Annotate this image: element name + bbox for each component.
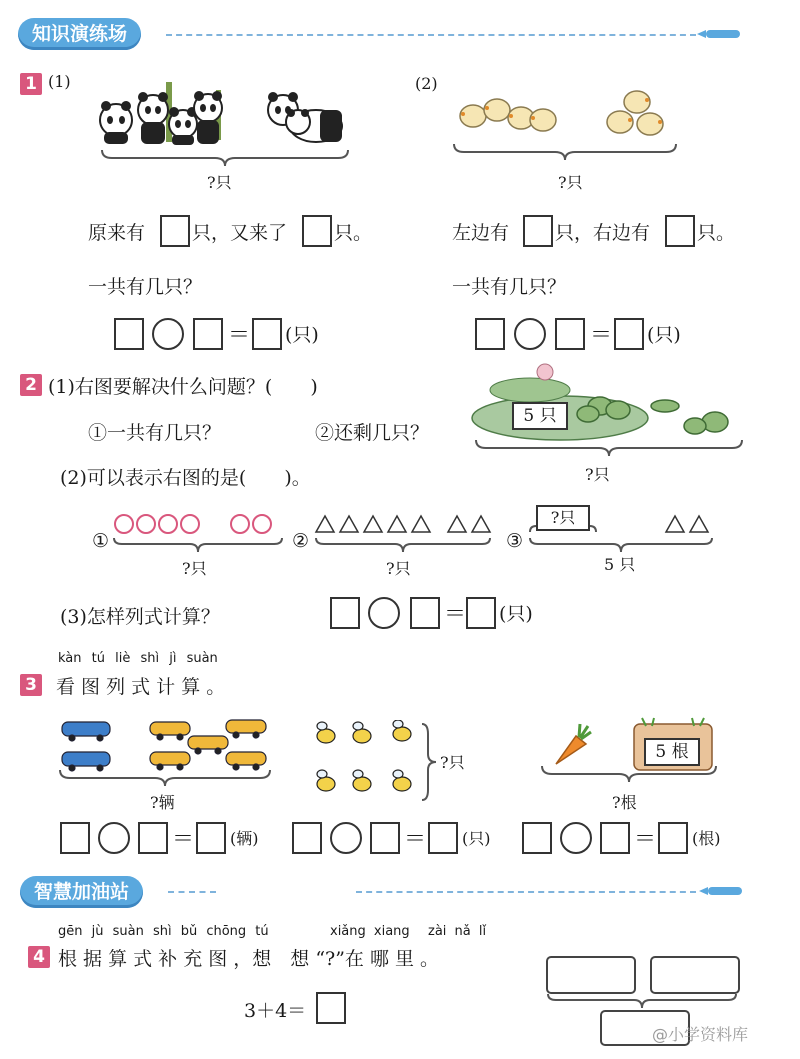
operator-circle[interactable] bbox=[330, 822, 362, 854]
drawing-box-left[interactable] bbox=[546, 956, 636, 994]
chick-group-icon bbox=[455, 88, 675, 140]
answer-box[interactable] bbox=[614, 318, 644, 350]
pencil-icon bbox=[708, 887, 742, 895]
bees-picture bbox=[310, 720, 426, 806]
choice-3-mark[interactable]: ③ bbox=[506, 530, 524, 552]
q2-option2[interactable]: ②还剩几只？ bbox=[315, 422, 430, 444]
brace bbox=[452, 142, 678, 162]
unit-label: (只) bbox=[462, 829, 491, 848]
carrot-count-box: 5 根 bbox=[644, 738, 700, 766]
brace bbox=[540, 764, 718, 784]
triangles-diagram bbox=[314, 512, 494, 536]
operator-circle[interactable] bbox=[98, 822, 130, 854]
answer-box[interactable] bbox=[600, 822, 630, 854]
triangles-diagram bbox=[664, 512, 712, 536]
q2-picture-brace-label: ?只 bbox=[585, 465, 610, 484]
answer-box[interactable] bbox=[658, 822, 688, 854]
answer-box[interactable] bbox=[370, 822, 400, 854]
equals-sign: ＝ bbox=[634, 827, 657, 852]
answer-box[interactable] bbox=[193, 318, 223, 350]
q1-part2-question: 一共有几只？ bbox=[452, 276, 567, 298]
answer-box[interactable] bbox=[330, 597, 360, 629]
equals-sign: ＝ bbox=[404, 827, 427, 852]
q1-part2-sentence-a: 左边有 bbox=[452, 222, 510, 244]
choice-1-brace-label: ?只 bbox=[182, 559, 207, 578]
q3-title: 看 图 列 式 计 算 。 bbox=[56, 676, 226, 698]
q1-part1-question: 一共有几只？ bbox=[88, 276, 203, 298]
answer-box[interactable] bbox=[196, 822, 226, 854]
watermark: @小学资料库 bbox=[652, 1025, 749, 1044]
choice-1-mark[interactable]: ① bbox=[92, 530, 110, 552]
answer-box[interactable] bbox=[466, 597, 496, 629]
q1-part2-brace-label: ?只 bbox=[558, 173, 583, 192]
brace bbox=[420, 722, 438, 802]
question-number-3: 3 bbox=[20, 674, 42, 696]
bees-brace-label: ?只 bbox=[440, 753, 465, 772]
unit-label: (只) bbox=[499, 603, 533, 625]
cars-picture bbox=[58, 714, 272, 774]
answer-box[interactable] bbox=[555, 318, 585, 350]
q1-part1-sentence-b: 只，又来了 bbox=[192, 222, 288, 244]
brace bbox=[546, 992, 738, 1010]
q3-pinyin: kàn tú liè shì jì suàn bbox=[58, 651, 218, 666]
q2-part2: (2)可以表示右图的是( )。 bbox=[60, 467, 311, 489]
carrot-brace-label: ?根 bbox=[612, 793, 637, 812]
brace bbox=[474, 438, 744, 458]
answer-box[interactable] bbox=[302, 215, 332, 247]
frogs-count-box: 5 只 bbox=[512, 402, 568, 430]
divider bbox=[168, 891, 216, 893]
choice-3-brace-label: 5 只 bbox=[604, 555, 636, 574]
answer-box[interactable] bbox=[523, 215, 553, 247]
divider bbox=[356, 891, 696, 893]
q2-part1: (1)右图要解决什么问题？( ) bbox=[48, 376, 318, 398]
brace bbox=[100, 148, 350, 168]
equals-sign: ＝ bbox=[172, 827, 195, 852]
section-banner-practice: 知识演练场 bbox=[18, 18, 141, 50]
choice-2-mark[interactable]: ② bbox=[292, 530, 310, 552]
unit-label: (只) bbox=[285, 324, 319, 346]
operator-circle[interactable] bbox=[560, 822, 592, 854]
equals-sign: ＝ bbox=[590, 323, 613, 348]
equals-sign: ＝ bbox=[228, 323, 251, 348]
panda-group-icon bbox=[98, 80, 348, 152]
answer-box[interactable] bbox=[292, 822, 322, 854]
q4-equation: 3＋4＝ bbox=[244, 1000, 307, 1022]
equals-sign: ＝ bbox=[444, 602, 467, 627]
drawing-box-right[interactable] bbox=[650, 956, 740, 994]
question-number-4: 4 bbox=[28, 946, 50, 968]
cars-brace-label: ?辆 bbox=[150, 793, 175, 812]
q1-part1-sentence-a: 原来有 bbox=[88, 222, 146, 244]
choice-3-box: ?只 bbox=[536, 505, 590, 531]
operator-circle[interactable] bbox=[152, 318, 184, 350]
unit-label: (只) bbox=[647, 324, 681, 346]
q4-pinyin-1: gēn jù suàn shì bǔ chōng tú bbox=[58, 924, 269, 939]
q2-part3: (3)怎样列式计算？ bbox=[60, 606, 220, 628]
q1-part2-label: (2) bbox=[415, 74, 438, 93]
section-banner-wisdom: 智慧加油站 bbox=[20, 876, 143, 908]
circles-diagram bbox=[112, 512, 284, 536]
unit-label: (根) bbox=[692, 829, 721, 848]
answer-box[interactable] bbox=[138, 822, 168, 854]
answer-box[interactable] bbox=[60, 822, 90, 854]
q2-option1[interactable]: ①一共有几只？ bbox=[88, 422, 222, 444]
answer-box[interactable] bbox=[522, 822, 552, 854]
brace bbox=[58, 768, 272, 788]
answer-box[interactable] bbox=[160, 215, 190, 247]
q1-part1-label: (1) bbox=[48, 72, 71, 91]
q4-title: 根 据 算 式 补 充 图 ，想 想 “?”在 哪 里 。 bbox=[58, 948, 440, 970]
q1-part1-sentence-c: 只。 bbox=[334, 222, 373, 244]
brace bbox=[314, 536, 492, 554]
answer-box[interactable] bbox=[428, 822, 458, 854]
unit-label: (辆) bbox=[230, 829, 259, 848]
operator-circle[interactable] bbox=[368, 597, 400, 629]
pencil-icon bbox=[706, 30, 740, 38]
brace bbox=[112, 536, 284, 554]
carrot-icon bbox=[550, 722, 592, 768]
answer-box[interactable] bbox=[316, 992, 346, 1024]
q4-pinyin-2: xiǎng xiang bbox=[330, 924, 410, 939]
question-number-1: 1 bbox=[20, 73, 42, 95]
answer-box[interactable] bbox=[475, 318, 505, 350]
choice-2-brace-label: ?只 bbox=[386, 559, 411, 578]
answer-box[interactable] bbox=[410, 597, 440, 629]
answer-box[interactable] bbox=[665, 215, 695, 247]
divider bbox=[166, 34, 696, 36]
operator-circle[interactable] bbox=[514, 318, 546, 350]
q4-pinyin-3: zài nǎ lǐ bbox=[428, 924, 487, 939]
q1-part2-sentence-c: 只。 bbox=[697, 222, 736, 244]
q1-part1-brace-label: ?只 bbox=[207, 173, 232, 192]
question-number-2: 2 bbox=[20, 374, 42, 396]
answer-box[interactable] bbox=[114, 318, 144, 350]
q1-part2-sentence-b: 只，右边有 bbox=[555, 222, 651, 244]
answer-box[interactable] bbox=[252, 318, 282, 350]
